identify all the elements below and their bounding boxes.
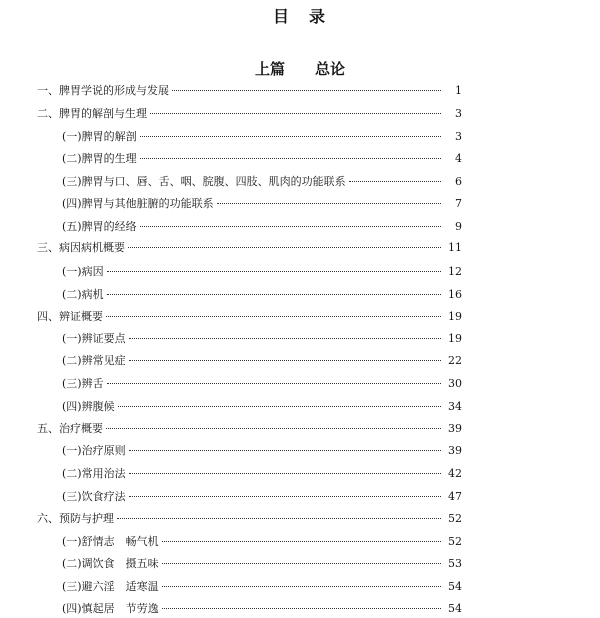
toc-entry-6 — [37, 510, 462, 528]
toc-entry-label: (二)常用治法 — [62, 467, 126, 480]
toc-entry-page: 4 — [455, 152, 462, 165]
dot-leader — [150, 113, 441, 114]
toc-entry-page: 42 — [448, 467, 462, 480]
toc-entry-page: 3 — [455, 130, 462, 143]
toc-entry-label: 二、脾胃的解剖与生理 — [37, 107, 147, 120]
toc-entry-page: 54 — [448, 580, 462, 593]
toc-entry-page: 1 — [455, 84, 462, 97]
toc-entry-label: 四、辨证概要 — [37, 310, 103, 323]
section-heading: 上篇 总论 — [254, 60, 345, 78]
toc-entry-2-2 — [62, 150, 462, 168]
dot-leader — [129, 338, 441, 339]
toc-entry-page: 52 — [448, 512, 462, 525]
toc-entry-page: 3 — [455, 107, 462, 120]
toc-entry-5-2 — [62, 465, 462, 483]
dot-leader — [140, 226, 441, 227]
toc-entry-page: 47 — [448, 490, 462, 503]
toc-entry-4 — [37, 308, 462, 326]
toc-entry-6-4 — [62, 600, 462, 618]
toc-entry-3-1 — [62, 263, 462, 281]
toc-entry-label: (二)病机 — [62, 288, 104, 301]
toc-entry-page: 22 — [448, 354, 462, 367]
toc-entry-label: (二)调饮食 摄五味 — [62, 557, 159, 570]
toc-entry-5-3 — [62, 488, 462, 506]
toc-entry-4-4 — [62, 398, 462, 416]
toc-entry-page: 16 — [448, 288, 462, 301]
dot-leader — [129, 473, 441, 474]
toc-entry-2-1 — [62, 128, 462, 146]
dot-leader — [107, 383, 441, 384]
toc-entry-label: 一、脾胃学说的形成与发展 — [37, 84, 169, 97]
toc-entry-label: (五)脾胃的经络 — [62, 220, 137, 233]
toc-entry-label: (一)辨证要点 — [62, 332, 126, 345]
toc-entry-2-4 — [62, 195, 462, 213]
dot-leader — [129, 450, 441, 451]
toc-entry-label: (一)脾胃的解剖 — [62, 130, 137, 143]
dot-leader — [217, 203, 441, 204]
toc-entry-label: (四)慎起居 节劳逸 — [62, 602, 159, 615]
toc-entry-2-3 — [62, 173, 462, 191]
toc-entry-label: (三)脾胃与口、唇、舌、咽、脘腹、四肢、肌肉的功能联系 — [62, 175, 346, 188]
toc-entry-label: 六、预防与护理 — [37, 512, 114, 525]
toc-entry-page: 30 — [448, 377, 462, 390]
toc-entry-5-1 — [62, 442, 462, 460]
toc-entry-page: 34 — [448, 400, 462, 413]
toc-entry-4-2 — [62, 352, 462, 370]
dot-leader — [118, 406, 441, 407]
toc-entry-label: 三、病因病机概要 — [37, 241, 125, 254]
dot-leader — [106, 428, 441, 429]
toc-entry-page: 12 — [448, 265, 462, 278]
toc-entry-4-1 — [62, 330, 462, 348]
dot-leader — [162, 586, 441, 587]
toc-entry-page: 19 — [448, 310, 462, 323]
toc-entry-3-2 — [62, 286, 462, 304]
toc-entry-label: (一)治疗原则 — [62, 444, 126, 457]
toc-entry-2-5 — [62, 218, 462, 236]
toc-entry-page: 39 — [448, 444, 462, 457]
toc-entry-label: (四)脾胃与其他脏腑的功能联系 — [62, 197, 214, 210]
toc-entry-label: (三)辨舌 — [62, 377, 104, 390]
toc-entry-page: 19 — [448, 332, 462, 345]
dot-leader — [107, 294, 441, 295]
toc-entry-label: (二)辨常见症 — [62, 354, 126, 367]
toc-entry-page: 52 — [448, 535, 462, 548]
toc-entry-page: 39 — [448, 422, 462, 435]
toc-entry-1 — [37, 82, 462, 100]
dot-leader — [129, 496, 441, 497]
dot-leader — [140, 158, 441, 159]
dot-leader — [128, 247, 441, 248]
dot-leader — [162, 541, 441, 542]
toc-entry-page: 6 — [455, 175, 462, 188]
toc-entry-6-1 — [62, 533, 462, 551]
toc-entry-label: (四)辨腹候 — [62, 400, 115, 413]
toc-entry-page: 7 — [455, 197, 462, 210]
toc-entry-label: (二)脾胃的生理 — [62, 152, 137, 165]
toc-entry-label: (一)舒情志 畅气机 — [62, 535, 159, 548]
toc-entry-6-3 — [62, 578, 462, 596]
dot-leader — [129, 360, 441, 361]
page-title: 目 录 — [272, 7, 327, 26]
toc-entry-4-3 — [62, 375, 462, 393]
toc-entry-page: 9 — [455, 220, 462, 233]
dot-leader — [162, 563, 441, 564]
toc-entry-page: 11 — [448, 241, 462, 254]
toc-entry-label: (三)避六淫 适寒温 — [62, 580, 159, 593]
toc-entry-2 — [37, 105, 462, 123]
toc-entry-label: (三)饮食疗法 — [62, 490, 126, 503]
toc-entry-6-2 — [62, 555, 462, 573]
toc-entry-label: (一)病因 — [62, 265, 104, 278]
dot-leader — [172, 90, 441, 91]
dot-leader — [162, 608, 441, 609]
toc-entry-3 — [37, 239, 462, 257]
dot-leader — [140, 136, 441, 137]
dot-leader — [117, 518, 441, 519]
dot-leader — [107, 271, 441, 272]
dot-leader — [106, 316, 441, 317]
toc-entry-page: 53 — [448, 557, 462, 570]
dot-leader — [349, 181, 441, 182]
toc-entry-5 — [37, 420, 462, 438]
toc-entry-label: 五、治疗概要 — [37, 422, 103, 435]
toc-entry-page: 54 — [448, 602, 462, 615]
